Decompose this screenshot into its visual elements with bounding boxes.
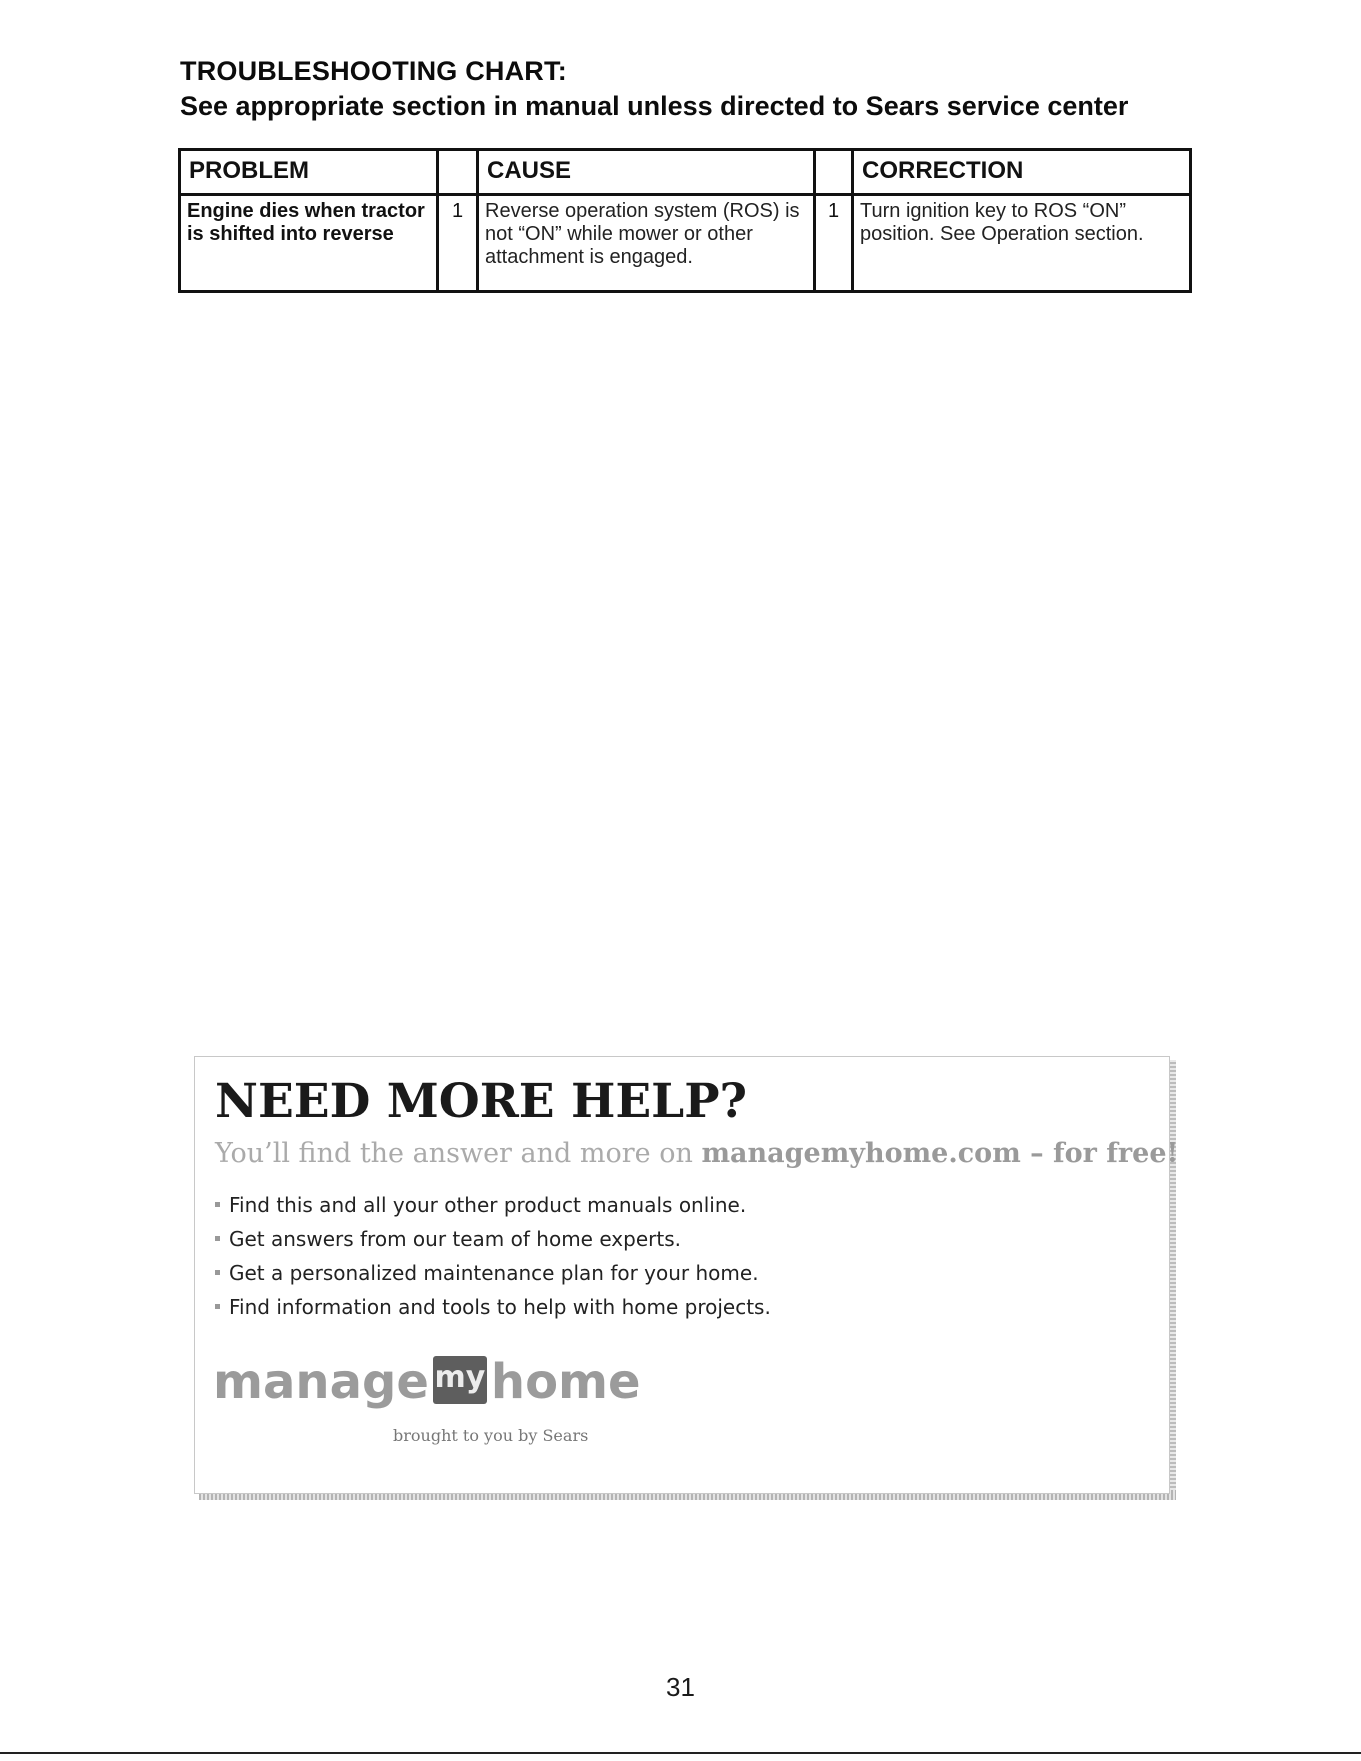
logo-text-home: home [490,1354,641,1410]
correction-cell: Turn ignition key to ROS “ON” position. See Operation section. [853,195,1191,292]
header-cause: CAUSE [478,150,815,195]
page-subtitle: See appropriate section in manual unless directed to Sears service center [180,91,1129,121]
help-subtitle-site: managemyhome.com – for free! [701,1138,1179,1169]
bullet-icon [215,1202,220,1207]
problem-cell: Engine dies when tractor is shifted into reverse [180,195,438,292]
table-row [180,195,1191,292]
list-item-text: Get a personalized maintenance plan for your home. [229,1261,759,1285]
header-problem: PROBLEM [180,150,438,195]
logo-my-box: my [433,1356,487,1404]
list-item-text: Find information and tools to help with home projects. [229,1295,771,1319]
help-subtitle-lead: You’ll find the answer and more on [215,1138,702,1169]
troubleshooting-table [178,148,1192,293]
cause-number-cell: 1 [438,195,478,292]
correction-number-cell: 1 [815,195,853,292]
page-title: TROUBLESHOOTING CHART: [180,56,567,86]
bullet-icon [215,1304,220,1309]
header-correction: CORRECTION [853,150,1191,195]
list-item [215,1222,771,1256]
list-item-text: Find this and all your other product manuals online. [229,1193,747,1217]
list-item [215,1256,771,1290]
bullet-icon [215,1236,220,1241]
list-item-text: Get answers from our team of home experts. [229,1227,681,1251]
logo-text-manage: manage [213,1354,429,1410]
logo-tagline: brought to you by Sears [393,1426,589,1445]
managemyhome-logo [213,1356,641,1408]
table-header-row [180,150,1191,195]
cause-cell: Reverse operation system (ROS) is not “ON” while mower or other attachment is engaged. [478,195,815,292]
help-list [215,1188,771,1324]
list-item [215,1188,771,1222]
bottom-rule [0,1752,1361,1754]
list-item [215,1290,771,1324]
header-correction-number [815,150,853,195]
bullet-icon [215,1270,220,1275]
help-title: NEED MORE HELP? [215,1074,748,1129]
header-cause-number [438,150,478,195]
page-number: 31 [666,1672,695,1702]
help-subtitle [215,1138,1178,1169]
